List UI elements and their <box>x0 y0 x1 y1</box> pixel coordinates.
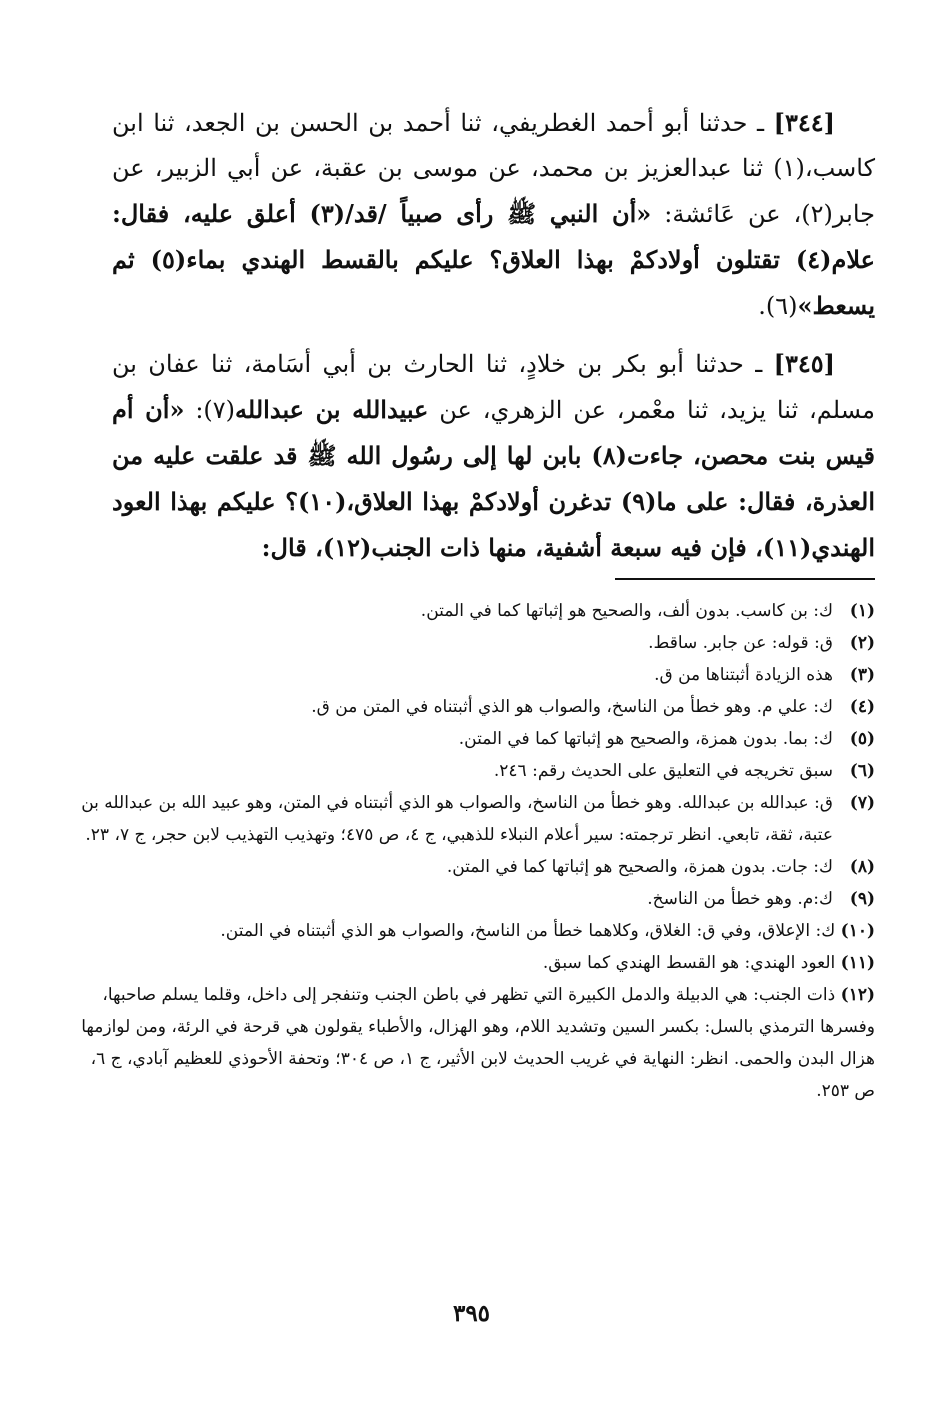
hadith-345-ref: (٧): <box>184 396 236 424</box>
footnote-text: سبق تخريجه في التعليق على الحديث رقم: ٢٤٦. <box>493 761 833 781</box>
footnote-text: ك: بن كاسب. بدون ألف، والصحيح هو إثباتها كما في المتن. <box>420 601 833 621</box>
footnote-text: ق: قوله: عن جابر. ساقط. <box>648 633 833 653</box>
hadith-345-isnad: ـ حدثنا أبو بكر بن خلادٍ، ثنا الحارث بن أبي أسَامة، ثنا عفان بن مسلم، ثنا يزيد، ثنا معْمر، عن الزهري، عن <box>112 350 875 424</box>
footnote-number: (١٠) <box>840 921 875 941</box>
hadith-345-matn: «أن أم قيس بنت محصن، جاءت(٨) بابن لها إلى رسُول الله ﷺ قد علقت عليه من العذرة، فقال: على ما(٩) تدغرن أولادكمْ بهذا العلاق،(١٠)؟ عليكم بهذا العود الهندي(١١)، فإن فيه سبعة أشفية، منها ذات الجنب(١٢)، قال: <box>112 395 875 562</box>
footnote-text: ذات الجنب: هي الدبيلة والدمل الكبيرة التي تظهر في باطن الجنب وتنفجر إلى داخل، وقلما يسلم صاحبها، وفسرها الترمذي بالسل: بكسر السين وتشديد اللام، وهو الهزال، والأطباء يقولون هي قرحة في الرئة، ومن لوازمها هزال البدن والحمى. انظر: النهاية في غريب الحديث لابن الأثير، ج ١، ص ٣٠٤؛ وتحفة الأحوذي للعظيم آبادي، ج ٦، ص ٢٥٣. <box>81 985 875 1101</box>
hadith-345-narrator: عبيدالله بن عبدالله <box>235 395 429 424</box>
footnote-12 <box>80 979 875 1107</box>
hadith-345 <box>112 341 875 571</box>
footnote-text: ك:م. وهو خطأ من الناسخ. <box>647 889 833 909</box>
footnotes <box>80 595 875 1107</box>
footnote-divider <box>615 578 875 580</box>
footnote-9 <box>80 883 875 915</box>
footnote-text: ق: عبدالله بن عبدالله. وهو خطأ من الناسخ، والصواب هو الذي أثبتناه في المتن، وهو عبيد الله بن عبدالله بن عتبة، ثقة، تابعي. انظر ترجمته: سير أعلام النبلاء للذهبي، ج ٤، ص ٤٧٥؛ وتهذيب التهذيب لابن حجر، ج ٧، ٢٣. <box>81 793 833 845</box>
footnote-number: (٩) <box>849 889 875 909</box>
footnote-text: ك: جات. بدون همزة، والصحيح هو إثباتها كما في المتن. <box>446 857 833 877</box>
footnote-2 <box>80 627 875 659</box>
footnote-number: (٤) <box>849 697 875 717</box>
footnote-6 <box>80 755 875 787</box>
footnote-text: العود الهندي: هو القسط الهندي كما سبق. <box>542 953 836 973</box>
hadith-344-number: [٣٤٤] <box>773 108 835 137</box>
footnote-1 <box>80 595 875 627</box>
page-number: ٣٩٥ <box>452 1300 491 1327</box>
footnote-11 <box>80 947 875 979</box>
footnote-number: (٧) <box>849 793 875 813</box>
footnote-number: (١) <box>849 601 875 621</box>
footnote-number: (٨) <box>849 857 875 877</box>
footnote-number: (٦) <box>849 761 875 781</box>
footnote-number: (١٢) <box>840 985 875 1005</box>
hadith-344-matn: «أن النبي ﷺ رأى صبياً /قد/(٣) أعلق عليه، فقال: علام(٤) تقتلون أولادكمْ بهذا العلاق؟ عليكم بالقسط الهندي بماء(٥) ثم يسعط» <box>112 199 875 320</box>
hadith-344-isnad: ـ حدثنا أبو أحمد الغطريفي، ثنا أحمد بن الحسن بن الجعد، ثنا ابن كاسب،(١) ثنا عبدالعزيز بن محمد، عن موسى بن عقبة، عن أبي الزبير، عن جابر(٢)، عن عَائشة: <box>112 109 875 228</box>
footnote-10 <box>80 915 875 947</box>
footnote-number: (٢) <box>849 633 875 653</box>
footnote-number: (٣) <box>849 665 875 685</box>
footnote-3 <box>80 659 875 691</box>
footnote-7 <box>80 787 875 851</box>
footnote-text: ك: بما. بدون همزة، والصحيح هو إثباتها كما في المتن. <box>458 729 833 749</box>
hadith-345-number: [٣٤٥] <box>773 349 836 378</box>
footnote-5 <box>80 723 875 755</box>
footnote-4 <box>80 691 875 723</box>
footnote-text: ك: علي م. وهو خطأ من الناسخ، والصواب هو الذي أثبتناه في المتن من ق. <box>311 697 833 717</box>
hadith-344 <box>112 100 875 329</box>
footnote-number: (٥) <box>849 729 875 749</box>
footnote-number: (١١) <box>840 953 875 973</box>
footnote-text: ك: الإعلاق، وفي ق: الغلاق، وكلاهما خطأ من الناسخ، والصواب هو الذي أثبتناه في المتن. <box>220 921 836 941</box>
main-text <box>112 100 875 571</box>
hadith-344-ref: (٦). <box>758 292 798 320</box>
footnote-8 <box>80 851 875 883</box>
footnote-text: هذه الزيادة أثبتناها من ق. <box>654 665 833 685</box>
